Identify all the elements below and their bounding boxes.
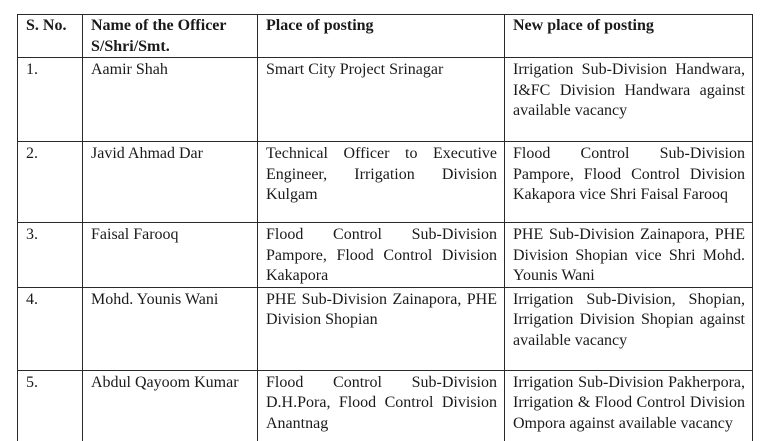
document-page xyxy=(17,14,753,441)
header-officer-name xyxy=(83,15,258,58)
cell-serial-number: 3. xyxy=(18,223,83,288)
cell-serial-number: 5. xyxy=(18,370,83,441)
cell-new-place-of-posting: Irrigation Sub-Division, Shopian, Irrigation Division Shopian against available vacancy xyxy=(505,287,753,370)
cell-new-place-of-posting: PHE Sub-Division Zainapora, PHE Division Shopian vice Shri Mohd. Younis Wani xyxy=(505,223,753,288)
cell-officer-name: Abdul Qayoom Kumar xyxy=(83,370,258,441)
cell-new-place-of-posting: Flood Control Sub-Division Pampore, Flood Control Division Kakapora vice Shri Faisal Farooq xyxy=(505,142,753,223)
cell-serial-number: 4. xyxy=(18,287,83,370)
cell-officer-name: Javid Ahmad Dar xyxy=(83,142,258,223)
table-row xyxy=(18,223,753,288)
table-header-row xyxy=(18,15,753,58)
cell-new-place-of-posting: Irrigation Sub-Division Pakherpora, Irrigation & Flood Control Division Ompora against available vacancy xyxy=(505,370,753,441)
cell-place-of-posting: Flood Control Sub-Division Pampore, Flood Control Division Kakapora xyxy=(258,223,505,288)
table-row xyxy=(18,370,753,441)
cell-officer-name: Mohd. Younis Wani xyxy=(83,287,258,370)
cell-new-place-of-posting: Irrigation Sub-Division Handwara, I&FC Division Handwara against available vacancy xyxy=(505,58,753,142)
header-new-place-of-posting: New place of posting xyxy=(505,15,753,58)
header-officer-name-line1: Name of the Officer xyxy=(91,17,227,34)
cell-place-of-posting: Smart City Project Srinagar xyxy=(258,58,505,142)
cell-officer-name: Faisal Farooq xyxy=(83,223,258,288)
cell-officer-name: Aamir Shah xyxy=(83,58,258,142)
table-row xyxy=(18,58,753,142)
header-place-of-posting: Place of posting xyxy=(258,15,505,58)
posting-table xyxy=(17,14,753,441)
cell-place-of-posting: Flood Control Sub-Division D.H.Pora, Flood Control Division Anantnag xyxy=(258,370,505,441)
table-row xyxy=(18,142,753,223)
cell-serial-number: 2. xyxy=(18,142,83,223)
table-row xyxy=(18,287,753,370)
header-serial-number: S. No. xyxy=(18,15,83,58)
cell-place-of-posting: PHE Sub-Division Zainapora, PHE Division Shopian xyxy=(258,287,505,370)
cell-serial-number: 1. xyxy=(18,58,83,142)
cell-place-of-posting: Technical Officer to Executive Engineer, Irrigation Division Kulgam xyxy=(258,142,505,223)
header-officer-name-line2: S/Shri/Smt. xyxy=(91,37,170,55)
